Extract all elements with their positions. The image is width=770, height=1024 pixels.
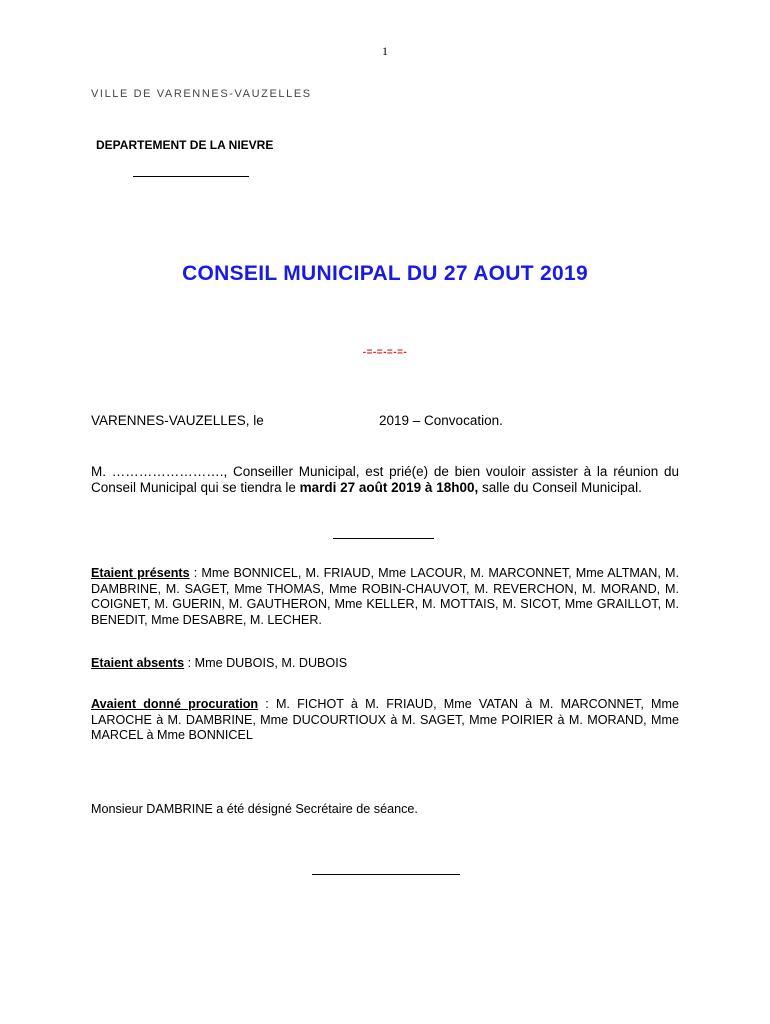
page-number: 1: [382, 44, 388, 58]
document-title: CONSEIL MUNICIPAL DU 27 AOUT 2019: [182, 262, 588, 285]
convocation-paragraph: [91, 464, 679, 496]
attendees-list: : Mme BONNICEL, M. FRIAUD, Mme LACOUR, M. MARCONNET, Mme ALTMAN, M. DAMBRINE, M. SAGET, Mme THOMAS, Mme ROBIN-CHAUVOT, M. REVERCHON, M. MORAND, M. COIGNET, M. GUERIN, M. GAUTHERON, Mme KELLER, M. MOTTAIS, M. SICOT, Mme GRAILLOT, M. BENEDIT, Mme DESABRE, M. LECHER.: [91, 566, 679, 627]
department-header: DEPARTEMENT DE LA NIEVRE: [96, 138, 274, 152]
secretary-statement: Monsieur DAMBRINE a été désigné Secrétaire de séance.: [91, 802, 418, 816]
footer-divider: [312, 874, 460, 875]
proxies-label: Avaient donné procuration: [91, 697, 259, 711]
title-separator: -=-=-=-=-: [362, 347, 408, 358]
absentees-label: Etaient absents: [91, 656, 185, 670]
meeting-datetime: mardi 27 août 2019 à 18h00,: [299, 480, 479, 495]
section-divider: [333, 538, 434, 539]
proxies-paragraph: [91, 697, 679, 744]
proxies-list: : M. FICHOT à M. FRIAUD, Mme VATAN à M. MARCONNET, Mme LAROCHE à M. DAMBRINE, Mme DUCOURTIOUX à M. SAGET, Mme POIRIER à M. MORAND, Mme MARCEL à Mme BONNICEL: [91, 697, 679, 742]
convocation-label: 2019 – Convocation.: [379, 413, 503, 428]
attendees-label: Etaient présents: [91, 566, 190, 580]
attendees-paragraph: [91, 566, 679, 628]
absentees-list: : Mme DUBOIS, M. DUBOIS: [184, 656, 348, 670]
intro-text: M. ……………………., Conseiller Municipal, est prié(e) de bien vouloir assister à la réunion du Conseil Municipal qui se tiendra le: [91, 464, 679, 495]
town-header: VILLE DE VARENNES-VAUZELLES: [91, 88, 312, 100]
intro-text-end: salle du Conseil Municipal.: [478, 480, 642, 495]
place-date: VARENNES-VAUZELLES, le: [91, 413, 264, 428]
absentees-paragraph: [91, 655, 679, 671]
header-divider: [133, 176, 249, 177]
